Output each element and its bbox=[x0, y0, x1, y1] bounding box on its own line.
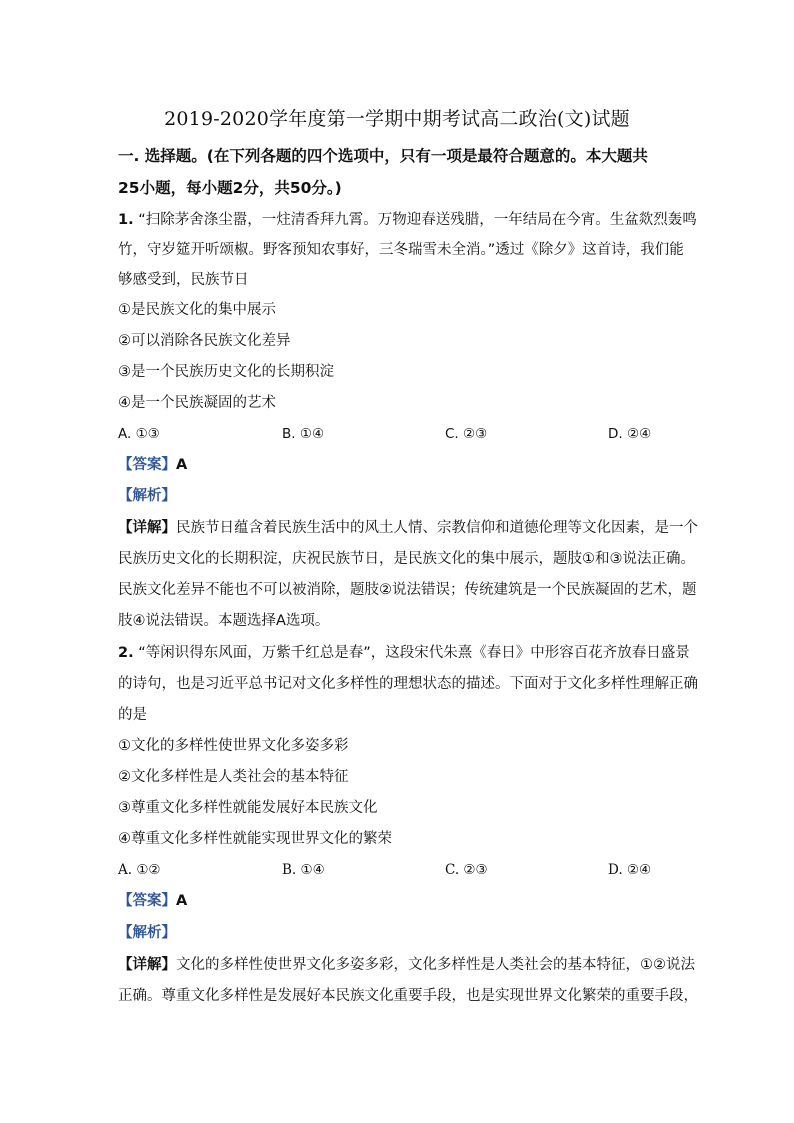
q2-analysis-line bbox=[118, 923, 176, 943]
q1-stem-line-1: 1. “扫除茅舍涤尘嚣，一炷清香拜九霄。万物迎春送残腊，一年结局在今宵。生盆欻烈轰鸣 bbox=[118, 212, 697, 228]
q2-option-b: B. ①④ bbox=[282, 862, 325, 878]
q1-number: 1. bbox=[118, 212, 134, 228]
q1-detail-line-4: 肢④说法错误。本题选择A选项。 bbox=[118, 613, 330, 629]
q2-option-d: D. ②④ bbox=[608, 862, 652, 878]
q1-answer-tag: 【答案】 bbox=[118, 457, 176, 473]
q1-answer-line bbox=[118, 455, 187, 475]
q2-item-1: ①文化的多样性使世界文化多姿多彩 bbox=[118, 738, 349, 754]
q2-number: 2. bbox=[118, 645, 134, 661]
document-title: 2019-2020学年度第一学期中期考试高二政治(文)试题 bbox=[164, 108, 630, 130]
q1-option-d: D. ②④ bbox=[608, 426, 652, 442]
q2-stem-line-3: 的是 bbox=[118, 707, 147, 723]
q2-item-2: ②文化多样性是人类社会的基本特征 bbox=[118, 769, 349, 785]
q1-detail-tag: 【详解】 bbox=[118, 520, 176, 536]
q1-detail-line-1: 【详解】民族节日蕴含着民族生活中的风土人情、宗教信仰和道德伦理等文化因素，是一个 bbox=[118, 520, 698, 536]
q1-option-c: C. ②③ bbox=[445, 426, 488, 442]
q1-item-2: ②可以消除各民族文化差异 bbox=[118, 333, 291, 349]
q2-stem-line-2: 的诗句，也是习近平总书记对文化多样性的理想状态的描述。下面对于文化多样性理解正确 bbox=[118, 676, 698, 692]
q1-item-3: ③是一个民族历史文化的长期积淀 bbox=[118, 364, 334, 380]
q2-item-3: ③尊重文化多样性就能发展好本民族文化 bbox=[118, 800, 378, 816]
q2-item-4: ④尊重文化多样性就能实现世界文化的繁荣 bbox=[118, 831, 392, 847]
q1-stem-line-2: 竹，守岁筵开听颂椒。野客预知农事好，三冬瑞雪未全消。”透过《除夕》这首诗，我们能 bbox=[118, 242, 684, 258]
section-heading-line-1: 一. 选择题。(在下列各题的四个选项中，只有一项是最符合题意的。本大题共 bbox=[118, 147, 648, 165]
q2-option-a: A. ①② bbox=[118, 862, 161, 878]
q2-detail-line-2: 正确。尊重文化多样性是发展好本民族文化重要手段，也是实现世界文化繁荣的重要手段， bbox=[118, 988, 698, 1004]
q2-answer: A bbox=[176, 893, 188, 909]
q2-answer-tag: 【答案】 bbox=[118, 893, 176, 909]
q2-option-c: C. ②③ bbox=[445, 862, 488, 878]
q1-option-a: A. ①③ bbox=[118, 426, 160, 442]
q1-option-b: B. ①④ bbox=[282, 426, 325, 442]
q1-detail-line-3: 民族文化差异不能也不可以被消除，题肢②说法错误；传统建筑是一个民族凝固的艺术，题 bbox=[118, 582, 697, 598]
q2-analysis-tag: 【解析】 bbox=[118, 925, 176, 941]
q2-options bbox=[118, 860, 678, 880]
section-heading-line-2: 25小题，每小题2分，共50分。) bbox=[118, 179, 342, 197]
q1-analysis-line bbox=[118, 486, 176, 506]
q1-detail-line-2: 民族历史文化的长期积淀，庆祝民族节日，是民族文化的集中展示，题肢①和③说法正确。 bbox=[118, 551, 695, 567]
q1-analysis-tag: 【解析】 bbox=[118, 488, 176, 504]
q1-options bbox=[118, 424, 678, 444]
q2-detail-line-1: 【详解】文化的多样性使世界文化多姿多彩，文化多样性是人类社会的基本特征，①②说法 bbox=[118, 957, 695, 973]
q2-detail-tag: 【详解】 bbox=[118, 957, 176, 973]
q1-item-4: ④是一个民族凝固的艺术 bbox=[118, 395, 276, 411]
q1-stem-line-3: 够感受到，民族节日 bbox=[118, 272, 249, 288]
q2-stem-line-1: 2. “等闲识得东风面，万紫千红总是春”，这段宋代朱熹《春日》中形容百花齐放春日盛景 bbox=[118, 645, 690, 661]
q1-answer: A bbox=[176, 457, 188, 473]
q2-answer-line bbox=[118, 891, 187, 911]
q1-item-1: ①是民族文化的集中展示 bbox=[118, 302, 276, 318]
